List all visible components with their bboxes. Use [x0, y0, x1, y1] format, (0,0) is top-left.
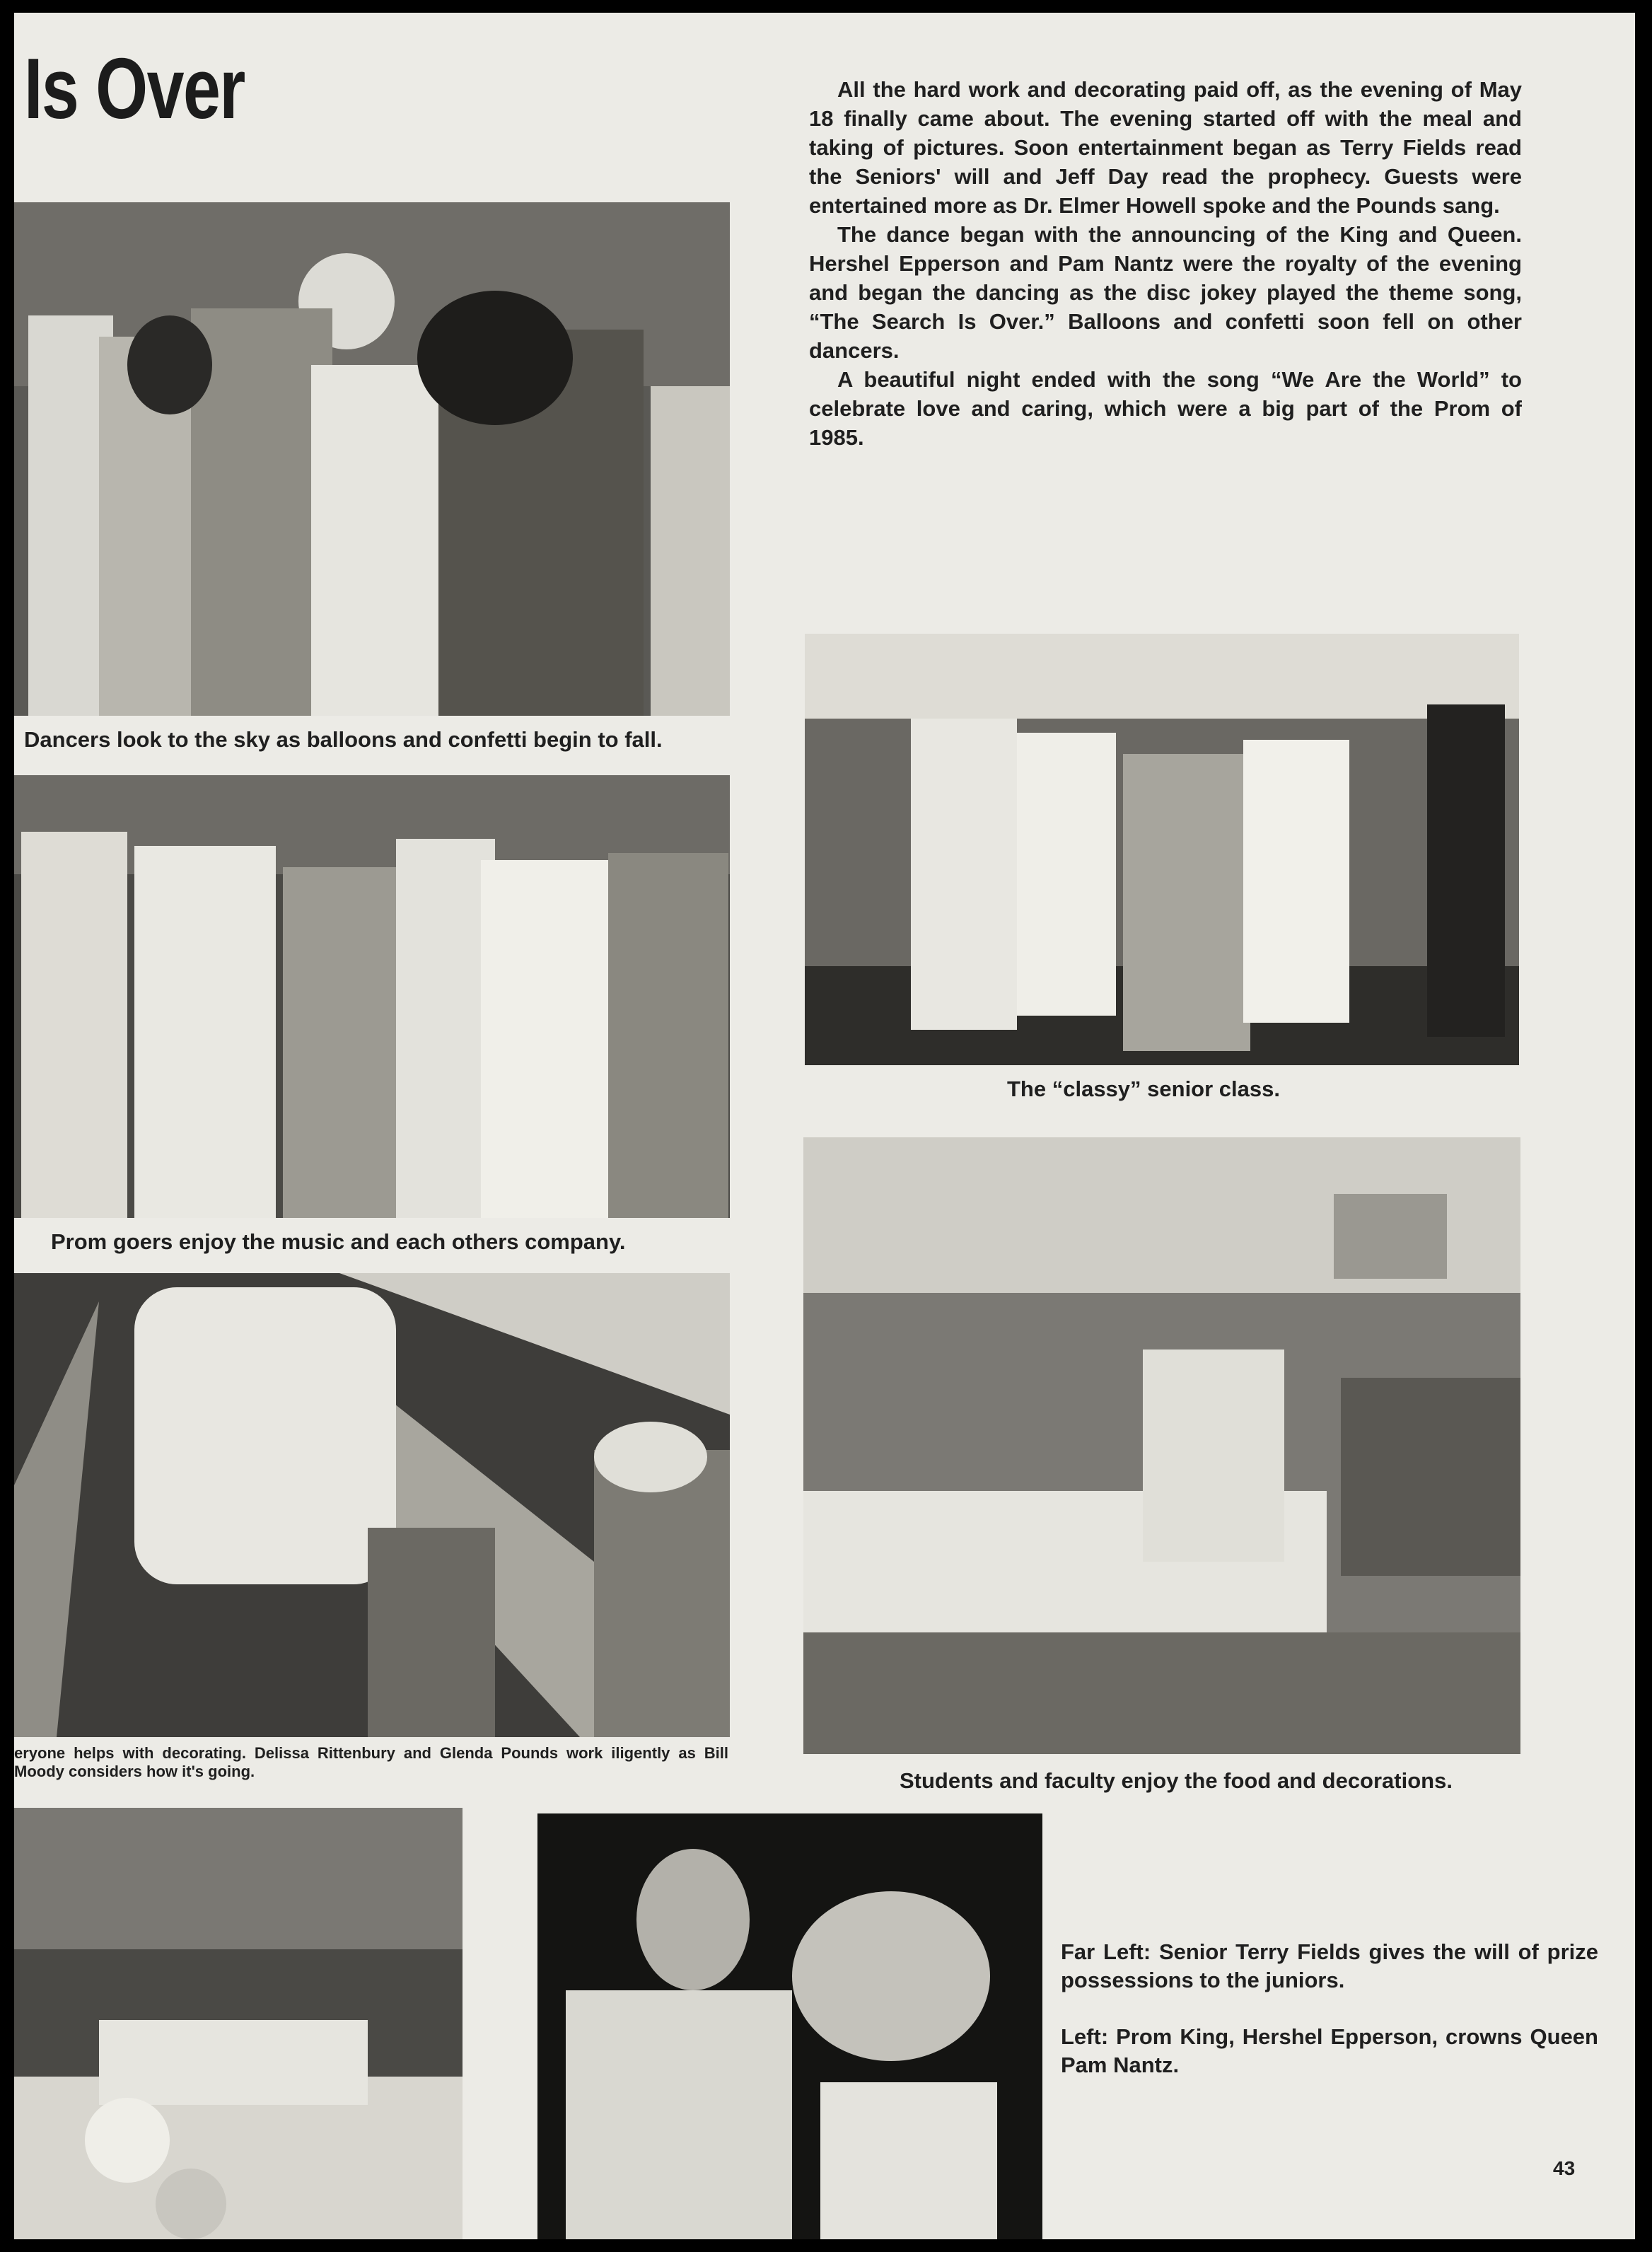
- yearbook-page: [14, 13, 1635, 2239]
- caption-decorating: eryone helps with decorating. Delissa Rittenbury and Glenda Pounds work iligently as Bill Moody considers how it's going.: [14, 1744, 728, 1780]
- page-number: 43: [1553, 2157, 1576, 2179]
- article-paragraph: The dance began with the announcing of the King and Queen. Hershel Epperson and Pam Nantz were the royalty of the evening and began the dancing as the disc jokey played the theme song, “The Search Is Over.” Balloons and confetti soon fell on other dancers.: [809, 222, 1522, 363]
- caption-senior-class: The “classy” senior class.: [1007, 1076, 1280, 1101]
- decorating-photo: [14, 1273, 730, 1737]
- caption-left: Left: Prom King, Hershel Epperson, crowns Queen Pam Nantz.: [1061, 2024, 1598, 2077]
- caption-prom-goers: Prom goers enjoy the music and each others company.: [51, 1229, 626, 1254]
- caption-food: Students and faculty enjoy the food and decorations.: [900, 1768, 1453, 1793]
- will-reading-photo: [14, 1808, 463, 2239]
- side-caption: [1061, 1938, 1598, 2108]
- caption-balloons: Dancers look to the sky as balloons and confetti begin to fall.: [24, 727, 663, 752]
- article-paragraph: All the hard work and decorating paid off, as the evening of May 18 finally came about. The evening started off with the meal and taking of pictures. Soon entertainment began as Terry Fields read the Seniors' will and Jeff Day read the prophecy. Guests were entertained more as Dr. Elmer Howell spoke and the Pounds sang.: [809, 77, 1522, 218]
- dancers-balloons-photo: [14, 202, 730, 716]
- caption-far-left: Far Left: Senior Terry Fields gives the will of prize possessions to the juniors.: [1061, 1939, 1598, 1992]
- page-headline: Is Over: [24, 40, 245, 137]
- food-decorations-photo: [803, 1137, 1520, 1754]
- article-body: [809, 75, 1522, 452]
- article-paragraph: A beautiful night ended with the song “We Are the World” to celebrate love and caring, which were a big part of the Prom of 1985.: [809, 367, 1522, 450]
- senior-class-photo: [805, 634, 1519, 1065]
- prom-goers-photo: [14, 775, 730, 1218]
- crowning-photo: [537, 1813, 1042, 2239]
